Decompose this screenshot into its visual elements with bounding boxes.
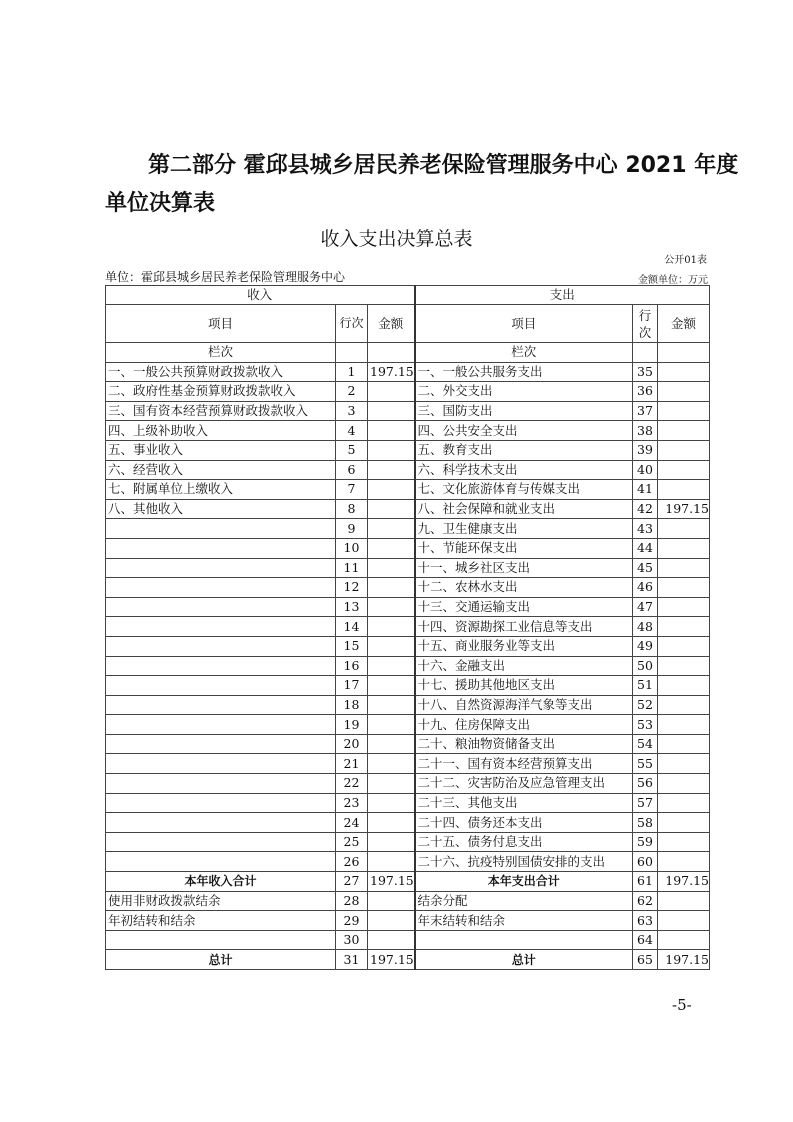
income-item [106, 715, 336, 735]
expense-amount [658, 695, 710, 715]
income-amount [368, 578, 415, 598]
table-row [106, 676, 710, 696]
income-item [106, 852, 336, 872]
income-line-no: 31 [336, 950, 368, 970]
table-row [106, 401, 710, 421]
income-item: 年初结转和结余 [106, 911, 336, 931]
amount-unit: 金额单位：万元 [638, 275, 708, 286]
table-row [106, 578, 710, 598]
income-amount [368, 715, 415, 735]
income-item [106, 538, 336, 558]
expense-line-no: 56 [633, 774, 658, 794]
income-line-no: 6 [336, 460, 368, 480]
expense-item: 十八、自然资源海洋气象等支出 [415, 695, 633, 715]
empty-cell [658, 343, 710, 363]
income-line-no: 15 [336, 636, 368, 656]
table-row [106, 519, 710, 539]
income-line-no: 8 [336, 499, 368, 519]
income-item-header: 项目 [106, 305, 336, 343]
income-amount [368, 676, 415, 696]
income-line-no: 4 [336, 421, 368, 441]
income-line-no: 7 [336, 480, 368, 500]
income-item [106, 636, 336, 656]
income-line-no: 27 [336, 872, 368, 892]
income-amount [368, 538, 415, 558]
income-line-no: 26 [336, 852, 368, 872]
expense-line-no: 42 [633, 499, 658, 519]
income-amount [368, 930, 415, 950]
income-line-no: 1 [336, 362, 368, 382]
expense-line-no: 44 [633, 538, 658, 558]
income-amount [368, 597, 415, 617]
table-row [106, 460, 710, 480]
expense-line-no: 43 [633, 519, 658, 539]
income-amount [368, 891, 415, 911]
expense-item: 十五、商业服务业等支出 [415, 636, 633, 656]
expense-line-no: 49 [633, 636, 658, 656]
table-row [106, 538, 710, 558]
income-item: 一、一般公共预算财政拨款收入 [106, 362, 336, 382]
income-line-no: 21 [336, 754, 368, 774]
income-line-header: 行次 [336, 305, 368, 343]
expense-item: 结余分配 [415, 891, 633, 911]
income-expense-table [105, 285, 710, 970]
expense-item: 总计 [415, 950, 633, 970]
income-item: 五、事业收入 [106, 440, 336, 460]
expense-item: 二十二、灾害防治及应急管理支出 [415, 774, 633, 794]
expense-line-no: 38 [633, 421, 658, 441]
expense-line-no: 39 [633, 440, 658, 460]
income-amount [368, 656, 415, 676]
table-row [106, 656, 710, 676]
expense-item: 二十五、债务付息支出 [415, 832, 633, 852]
table-row [106, 617, 710, 637]
table-row [106, 597, 710, 617]
table-row [106, 480, 710, 500]
table-row [106, 911, 710, 931]
expense-item: 十三、交通运输支出 [415, 597, 633, 617]
expense-item: 六、科学技术支出 [415, 460, 633, 480]
expense-amount [658, 793, 710, 813]
empty-cell [633, 343, 658, 363]
expense-line-no: 60 [633, 852, 658, 872]
expense-amount [658, 676, 710, 696]
expense-amount [658, 382, 710, 402]
expense-item: 二十六、抗疫特别国债安排的支出 [415, 852, 633, 872]
table-row [106, 832, 710, 852]
income-item: 四、上级补助收入 [106, 421, 336, 441]
expense-amount [658, 401, 710, 421]
expense-amount [658, 480, 710, 500]
expense-line-no: 63 [633, 911, 658, 931]
table-row [106, 362, 710, 382]
income-amount [368, 499, 415, 519]
income-item [106, 813, 336, 833]
expense-line-no: 52 [633, 695, 658, 715]
income-amount [368, 774, 415, 794]
expense-item: 五、教育支出 [415, 440, 633, 460]
form-number: 公开01表 [664, 255, 707, 266]
expense-line-no: 61 [633, 872, 658, 892]
income-amount [368, 813, 415, 833]
expense-item: 二、外交支出 [415, 382, 633, 402]
expense-item: 八、社会保障和就业支出 [415, 499, 633, 519]
page-number: -5- [672, 996, 692, 1014]
expense-item: 本年支出合计 [415, 872, 633, 892]
income-amount [368, 382, 415, 402]
expense-amount-header: 金额 [658, 305, 710, 343]
income-line-no: 25 [336, 832, 368, 852]
expense-amount [658, 734, 710, 754]
income-amount: 197.15 [368, 362, 415, 382]
income-amount [368, 558, 415, 578]
income-line-no: 3 [336, 401, 368, 421]
income-line-no: 29 [336, 911, 368, 931]
table-row [106, 499, 710, 519]
income-item [106, 578, 336, 598]
expense-column-no-label: 栏次 [415, 343, 633, 363]
table-row [106, 813, 710, 833]
expense-item: 三、国防支出 [415, 401, 633, 421]
income-line-no: 24 [336, 813, 368, 833]
income-amount [368, 754, 415, 774]
expense-line-no: 58 [633, 813, 658, 833]
unit-label: 单位：霍邱县城乡居民养老保险管理服务中心 [105, 270, 346, 284]
table-row [106, 754, 710, 774]
expense-line-no: 47 [633, 597, 658, 617]
expense-item: 十六、金融支出 [415, 656, 633, 676]
income-line-no: 9 [336, 519, 368, 539]
table-row [106, 930, 710, 950]
income-line-no: 30 [336, 930, 368, 950]
table-row [106, 440, 710, 460]
expense-line-no: 57 [633, 793, 658, 813]
income-amount [368, 421, 415, 441]
expense-line-no: 36 [633, 382, 658, 402]
income-item: 六、经营收入 [106, 460, 336, 480]
expense-amount [658, 578, 710, 598]
expense-amount [658, 813, 710, 833]
expense-amount [658, 440, 710, 460]
expense-line-no: 62 [633, 891, 658, 911]
expense-section-header: 支出 [415, 286, 710, 305]
expense-item: 九、卫生健康支出 [415, 519, 633, 539]
income-line-no: 19 [336, 715, 368, 735]
expense-line-no: 51 [633, 676, 658, 696]
table-title: 收入支出决算总表 [320, 228, 473, 250]
income-amount [368, 617, 415, 637]
unit-line [105, 268, 708, 285]
table-row [106, 734, 710, 754]
expense-line-no: 45 [633, 558, 658, 578]
table-row [106, 695, 710, 715]
expense-amount [658, 715, 710, 735]
document-heading-line2: 单位决算表 [105, 191, 216, 216]
income-item: 二、政府性基金预算财政拨款收入 [106, 382, 336, 402]
expense-amount [658, 911, 710, 931]
expense-line-no: 41 [633, 480, 658, 500]
income-amount: 197.15 [368, 950, 415, 970]
expense-item: 十四、资源勘探工业信息等支出 [415, 617, 633, 637]
table-row [106, 382, 710, 402]
income-amount [368, 636, 415, 656]
expense-item-header: 项目 [415, 305, 633, 343]
income-column-no-label: 栏次 [106, 343, 336, 363]
expense-line-no: 46 [633, 578, 658, 598]
document-heading-line1: 第二部分 霍邱县城乡居民养老保险管理服务中心 2021 年度 [148, 153, 739, 178]
income-item [106, 656, 336, 676]
expense-item: 年末结转和结余 [415, 911, 633, 931]
expense-item: 十九、住房保障支出 [415, 715, 633, 735]
total-row [106, 950, 710, 970]
expense-amount [658, 460, 710, 480]
income-item [106, 793, 336, 813]
income-section-header: 收入 [106, 286, 415, 305]
expense-line-no: 50 [633, 656, 658, 676]
income-amount [368, 519, 415, 539]
income-item: 使用非财政拨款结余 [106, 891, 336, 911]
expense-line-no: 59 [633, 832, 658, 852]
income-item [106, 774, 336, 794]
income-line-no: 17 [336, 676, 368, 696]
expense-item: 四、公共安全支出 [415, 421, 633, 441]
income-line-no: 10 [336, 538, 368, 558]
expense-item: 十一、城乡社区支出 [415, 558, 633, 578]
expense-line-header: 行 次 [633, 305, 658, 343]
expense-amount [658, 891, 710, 911]
expense-item [415, 930, 633, 950]
income-amount [368, 460, 415, 480]
income-amount [368, 401, 415, 421]
income-line-no: 22 [336, 774, 368, 794]
expense-line-no: 35 [633, 362, 658, 382]
expense-amount [658, 656, 710, 676]
table-row [106, 774, 710, 794]
expense-amount [658, 636, 710, 656]
expense-amount [658, 852, 710, 872]
expense-amount: 197.15 [658, 872, 710, 892]
expense-item: 二十三、其他支出 [415, 793, 633, 813]
expense-item: 十、节能环保支出 [415, 538, 633, 558]
income-item [106, 519, 336, 539]
income-item [106, 695, 336, 715]
expense-item: 七、文化旅游体育与传媒支出 [415, 480, 633, 500]
expense-amount [658, 519, 710, 539]
expense-amount: 197.15 [658, 950, 710, 970]
table-row [106, 891, 710, 911]
expense-amount [658, 754, 710, 774]
table-row [106, 852, 710, 872]
income-line-no: 16 [336, 656, 368, 676]
income-amount [368, 480, 415, 500]
expense-line-no: 37 [633, 401, 658, 421]
expense-item: 十二、农林水支出 [415, 578, 633, 598]
income-item: 总计 [106, 950, 336, 970]
income-item [106, 597, 336, 617]
income-amount-header: 金额 [368, 305, 415, 343]
income-item [106, 558, 336, 578]
expense-amount: 197.15 [658, 499, 710, 519]
expense-amount [658, 538, 710, 558]
income-line-no: 23 [336, 793, 368, 813]
expense-item: 一、一般公共服务支出 [415, 362, 633, 382]
table-row [106, 636, 710, 656]
expense-item: 二十、粮油物资储备支出 [415, 734, 633, 754]
income-item: 七、附属单位上缴收入 [106, 480, 336, 500]
income-amount [368, 695, 415, 715]
income-line-no: 18 [336, 695, 368, 715]
expense-amount [658, 558, 710, 578]
table-row [106, 793, 710, 813]
empty-cell [336, 343, 368, 363]
table-row [106, 421, 710, 441]
expense-amount [658, 617, 710, 637]
income-line-no: 20 [336, 734, 368, 754]
expense-line-no: 40 [633, 460, 658, 480]
column-header-row [106, 305, 710, 343]
income-amount [368, 440, 415, 460]
income-line-no: 12 [336, 578, 368, 598]
income-amount [368, 832, 415, 852]
income-line-no: 28 [336, 891, 368, 911]
expense-item: 二十一、国有资本经营预算支出 [415, 754, 633, 774]
expense-line-no: 64 [633, 930, 658, 950]
empty-cell [368, 343, 415, 363]
expense-item: 十七、援助其他地区支出 [415, 676, 633, 696]
expense-amount [658, 832, 710, 852]
expense-amount [658, 930, 710, 950]
expense-line-no: 48 [633, 617, 658, 637]
income-amount [368, 734, 415, 754]
expense-line-no: 54 [633, 734, 658, 754]
table-row [106, 558, 710, 578]
income-line-no: 2 [336, 382, 368, 402]
table-row [106, 715, 710, 735]
expense-item: 二十四、债务还本支出 [415, 813, 633, 833]
column-number-row [106, 343, 710, 363]
expense-amount [658, 362, 710, 382]
income-amount: 197.15 [368, 872, 415, 892]
income-amount [368, 793, 415, 813]
income-item [106, 754, 336, 774]
income-amount [368, 852, 415, 872]
income-item [106, 930, 336, 950]
income-line-no: 14 [336, 617, 368, 637]
subtotal-row [106, 872, 710, 892]
income-item [106, 734, 336, 754]
income-item [106, 617, 336, 637]
income-line-no: 13 [336, 597, 368, 617]
expense-line-no: 53 [633, 715, 658, 735]
section-header-row [106, 286, 710, 305]
income-item: 三、国有资本经营预算财政拨款收入 [106, 401, 336, 421]
income-item [106, 676, 336, 696]
expense-amount [658, 597, 710, 617]
income-line-no: 11 [336, 558, 368, 578]
income-item: 本年收入合计 [106, 872, 336, 892]
income-item [106, 832, 336, 852]
expense-line-no: 55 [633, 754, 658, 774]
expense-line-no: 65 [633, 950, 658, 970]
income-item: 八、其他收入 [106, 499, 336, 519]
income-line-no: 5 [336, 440, 368, 460]
expense-amount [658, 774, 710, 794]
income-amount [368, 911, 415, 931]
expense-amount [658, 421, 710, 441]
